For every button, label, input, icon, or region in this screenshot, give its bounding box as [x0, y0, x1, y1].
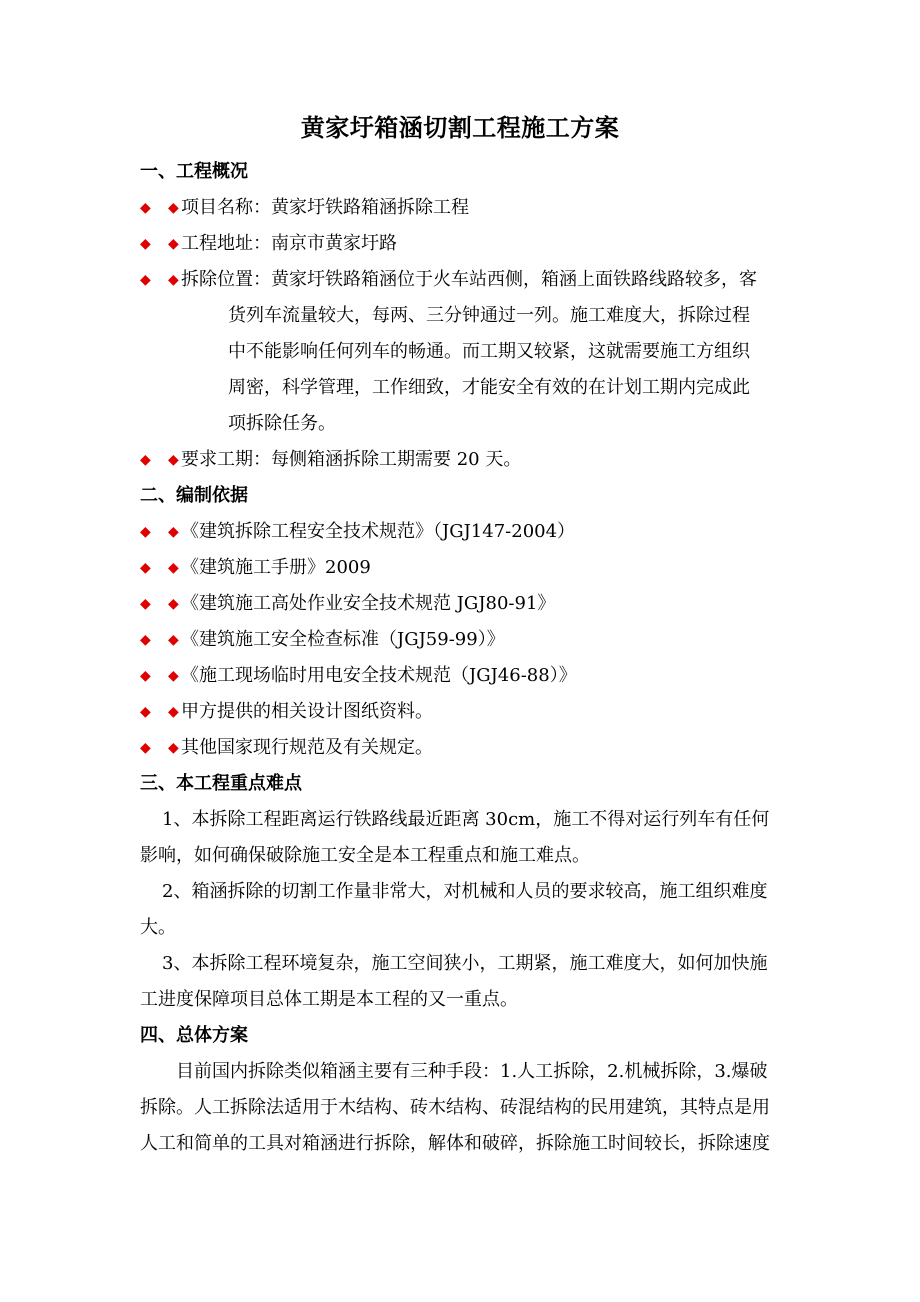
list-item-continuation: 周密，科学管理，工作细致，才能安全有效的在计划工期内完成此: [228, 377, 750, 398]
paragraph-line: 3、本拆除工程环境复杂，施工空间狭小，工期紧，施工难度大，如何加快施: [162, 953, 768, 974]
list-item-text: 甲方提供的相关设计图纸资料。: [181, 701, 433, 722]
list-item-text: 其他国家现行规范及有关规定。: [181, 737, 433, 758]
list-item: [140, 194, 469, 222]
diamond-bullet-icon: ◆: [168, 632, 179, 648]
diamond-bullet-icon: ◆: [168, 200, 179, 216]
list-item: [140, 626, 505, 654]
diamond-bullet-icon: ◆: [140, 236, 151, 252]
list-item-continuation: 货列车流量较大，每两、三分钟通过一列。施工难度大，拆除过程: [228, 305, 750, 326]
list-item-text: 项目名称：黄家圩铁路箱涵拆除工程: [181, 197, 469, 218]
list-item: [140, 554, 371, 582]
list-item-text: 要求工期：每侧箱涵拆除工期需要 20 天。: [181, 449, 522, 470]
list-item: [140, 266, 757, 294]
paragraph-line: 工进度保障项目总体工期是本工程的又一重点。: [140, 989, 518, 1010]
diamond-bullet-icon: ◆: [140, 272, 151, 288]
list-item: [140, 734, 433, 762]
paragraph-line: 大。: [140, 917, 176, 938]
diamond-bullet-icon: ◆: [168, 668, 179, 684]
list-item-continuation: 中不能影响任何列车的畅通。而工期又较紧，这就需要施工方组织: [228, 341, 750, 362]
paragraph-line: 人工和简单的工具对箱涵进行拆除，解体和破碎，拆除施工时间较长，拆除速度: [140, 1133, 770, 1154]
list-item: [140, 662, 577, 690]
diamond-bullet-icon: ◆: [168, 596, 179, 612]
diamond-bullet-icon: ◆: [168, 560, 179, 576]
list-item-continuation: 项拆除任务。: [228, 413, 336, 434]
list-item-text: 《建筑施工高处作业安全技术规范 JGJ80-91》: [181, 593, 556, 614]
section-heading-overview: 一、工程概况: [140, 161, 248, 182]
paragraph-line: 目前国内拆除类似箱涵主要有三种手段：1.人工拆除，2.机械拆除，3.爆破: [176, 1061, 768, 1082]
list-item: [140, 698, 433, 726]
diamond-bullet-icon: ◆: [168, 272, 179, 288]
paragraph-line: 影响，如何确保破除施工安全是本工程重点和施工难点。: [140, 845, 590, 866]
paragraph-line: 2、箱涵拆除的切割工作量非常大，对机械和人员的要求较高，施工组织难度: [162, 881, 768, 902]
diamond-bullet-icon: ◆: [140, 200, 151, 216]
paragraph-line: 1、本拆除工程距离运行铁路线最近距离 30cm，施工不得对运行列车有任何: [162, 809, 770, 830]
list-item: [140, 230, 397, 258]
diamond-bullet-icon: ◆: [140, 524, 151, 540]
diamond-bullet-icon: ◆: [140, 704, 151, 720]
document-title: 黄家圩箱涵切割工程施工方案: [300, 113, 620, 142]
list-item-text: 《建筑施工安全检查标准（JGJ59-99）》: [181, 629, 505, 650]
section-heading-basis: 二、编制依据: [140, 485, 248, 506]
diamond-bullet-icon: ◆: [168, 740, 179, 756]
list-item: [140, 518, 575, 546]
list-item-text: 《施工现场临时用电安全技术规范（JGJ46-88）》: [181, 665, 577, 686]
list-item-text: 拆除位置：黄家圩铁路箱涵位于火车站西侧，箱涵上面铁路线路较多，客: [181, 269, 757, 290]
diamond-bullet-icon: ◆: [168, 236, 179, 252]
diamond-bullet-icon: ◆: [168, 452, 179, 468]
section-heading-difficulties: 三、本工程重点难点: [140, 773, 302, 794]
paragraph-line: 拆除。人工拆除法适用于木结构、砖木结构、砖混结构的民用建筑，其特点是用: [140, 1097, 770, 1118]
diamond-bullet-icon: ◆: [168, 524, 179, 540]
diamond-bullet-icon: ◆: [168, 704, 179, 720]
list-item: [140, 446, 521, 474]
list-item: [140, 590, 555, 618]
list-item-text: 《建筑拆除工程安全技术规范》（JGJ147-2004）: [181, 521, 576, 542]
diamond-bullet-icon: ◆: [140, 596, 151, 612]
diamond-bullet-icon: ◆: [140, 740, 151, 756]
list-item-text: 工程地址：南京市黄家圩路: [181, 233, 397, 254]
diamond-bullet-icon: ◆: [140, 668, 151, 684]
list-item-text: 《建筑施工手册》2009: [181, 557, 371, 578]
diamond-bullet-icon: ◆: [140, 452, 151, 468]
section-heading-plan: 四、总体方案: [140, 1025, 248, 1046]
diamond-bullet-icon: ◆: [140, 632, 151, 648]
diamond-bullet-icon: ◆: [140, 560, 151, 576]
